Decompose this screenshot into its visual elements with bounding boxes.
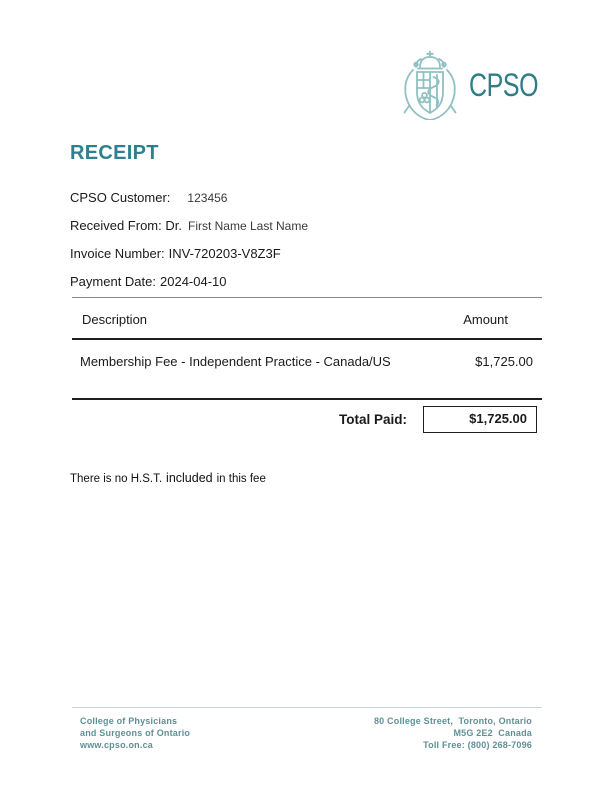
cpso-crest-icon [397, 50, 463, 120]
footer-tollfree: Toll Free: (800) 268-7096 [423, 740, 532, 750]
table-header-rule [72, 338, 542, 340]
hst-note-part1: There is no H.S.T. [70, 473, 163, 485]
footer-website: www.cpso.on.ca [80, 740, 153, 750]
footer-org-line2: and Surgeons of Ontario [80, 728, 191, 738]
received-from-value: First Name Last Name [187, 219, 309, 233]
total-paid-amount: $1,725.00 [469, 411, 527, 426]
payment-date-value: 2024-04-10 [160, 274, 227, 289]
footer-address-block [374, 715, 532, 751]
footer-street: 80 College Street, Toronto, Ontario [373, 716, 532, 726]
table-row-description: Membership Fee - Independent Practice - Canada/US [80, 354, 391, 369]
footer-postal: M5G 2E2 Canada [453, 728, 532, 738]
receipt-title: RECEIPT [70, 142, 159, 164]
field-payment-date [70, 274, 227, 289]
cpso-logotype: CPSO [469, 66, 539, 103]
amount-column-header: Amount [463, 312, 508, 327]
table-bottom-rule [72, 398, 542, 400]
payment-date-label: Payment Date: [70, 274, 156, 289]
hst-note [70, 471, 266, 485]
total-paid-box [423, 406, 537, 433]
footer-org-line1: College of Physicians [80, 716, 178, 726]
received-from-label: Received From: Dr. [70, 218, 182, 233]
field-received-from [70, 218, 308, 233]
hst-note-part2: included [166, 471, 213, 485]
field-invoice-number [70, 246, 281, 261]
invoice-number-value: INV-720203-V8Z3F [168, 246, 281, 261]
description-column-header: Description [82, 312, 148, 327]
cpso-customer-value: 123456 [187, 191, 228, 205]
invoice-number-label: Invoice Number: [70, 246, 165, 261]
cpso-logo [397, 50, 558, 120]
field-cpso-customer [70, 190, 227, 205]
total-paid-label: Total Paid: [338, 412, 407, 427]
hst-note-part3: in this fee [216, 473, 266, 485]
table-row-amount: $1,725.00 [475, 354, 533, 369]
footer-divider [72, 707, 542, 708]
charges-table [72, 297, 542, 438]
cpso-customer-label: CPSO Customer: [70, 190, 171, 205]
footer-org-block [80, 715, 190, 751]
